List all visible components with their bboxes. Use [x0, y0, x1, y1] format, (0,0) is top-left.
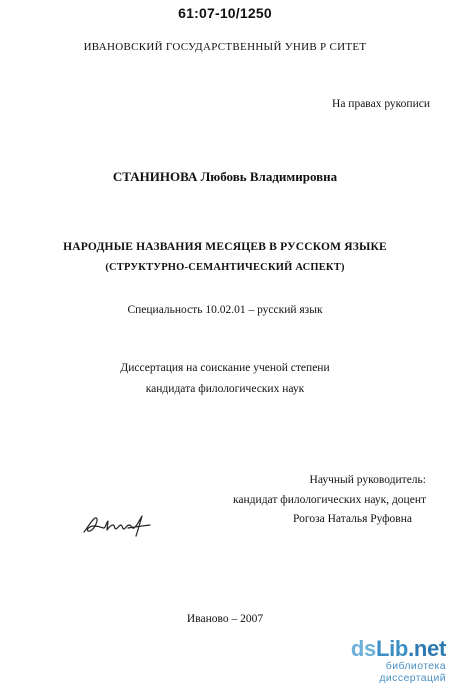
supervisor-label: Научный руководитель: [309, 474, 426, 486]
archive-code: 61:07-10/1250 [178, 5, 272, 21]
rights-note: На правах рукописи [332, 98, 430, 110]
dslib-watermark [346, 636, 446, 684]
degree-line-2: кандидата филологических наук [145, 383, 305, 395]
handwritten-signature [82, 509, 154, 539]
dissertation-subtitle: (СТРУКТУРНО-СЕМАНТИЧЕСКИЙ АСПЕКТ) [105, 262, 345, 273]
university-name: ИВАНОВСКИЙ ГОСУДАРСТВЕННЫЙ УНИВ Р СИТЕТ [83, 41, 367, 53]
degree-line-1: Диссертация на соискание ученой степени [120, 362, 330, 374]
dslib-tagline: библиотека диссертаций [379, 660, 446, 684]
supervisor-degree: кандидат филологических наук, доцент [233, 494, 426, 506]
dissertation-title: НАРОДНЫЕ НАЗВАНИЯ МЕСЯЦЕВ В РУССКОМ ЯЗЫКЕ [63, 241, 387, 253]
specialty: Специальность 10.02.01 – русский язык [127, 304, 323, 316]
city-year: Иваново – 2007 [186, 613, 264, 625]
supervisor-name: Рогоза Наталья Руфовна [293, 513, 412, 525]
author-name: СТАНИНОВА Любовь Владимировна [112, 169, 338, 184]
dslib-logo: dsLib.net [350, 636, 446, 661]
